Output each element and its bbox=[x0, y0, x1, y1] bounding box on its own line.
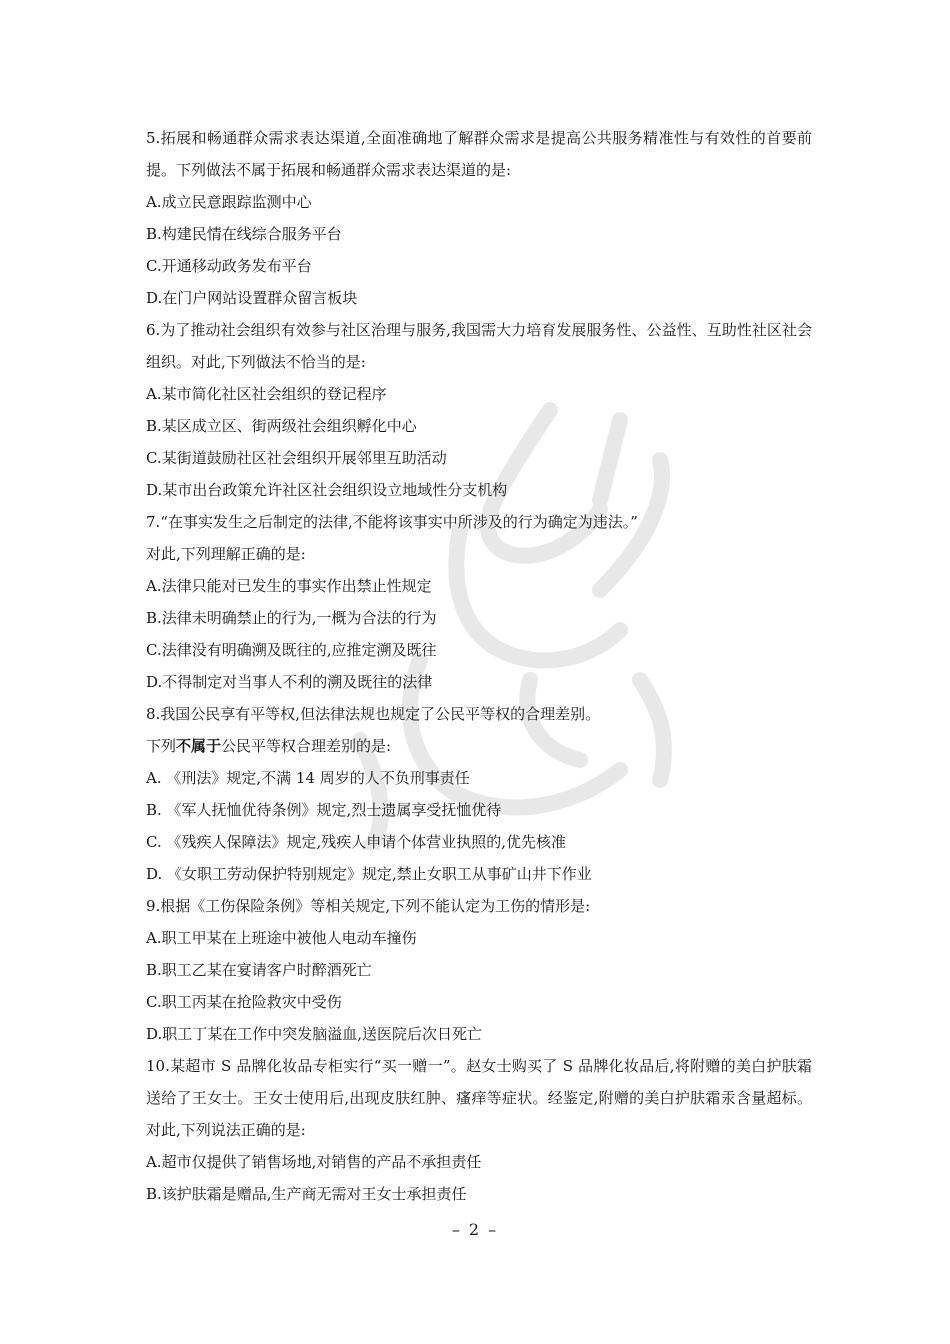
question-7-option-d: D.不得制定对当事人不利的溯及既往的法律 bbox=[146, 673, 433, 691]
question-7-stem: 7.“在事实发生之后制定的法律,不能将该事实中所涉及的行为确定为违法。” bbox=[146, 513, 638, 531]
question-8-option-d: D. 《女职工劳动保护特别规定》规定,禁止女职工从事矿山井下作业 bbox=[146, 865, 592, 883]
question-content bbox=[146, 122, 812, 1210]
page-number: – 2 – bbox=[451, 1220, 499, 1239]
question-9-option-d: D.职工丁某在工作中突发脑溢血,送医院后次日死亡 bbox=[146, 1025, 483, 1043]
question-9-option-a: A.职工甲某在上班途中被他人电动车撞伤 bbox=[146, 929, 417, 947]
question-6-option-c: C.某街道鼓励社区社会组织开展邻里互助活动 bbox=[146, 449, 447, 467]
question-7-stem-continued: 对此,下列理解正确的是: bbox=[146, 545, 306, 563]
question-6-stem: 6.为了推动社会组织有效参与社区治理与服务,我国需大力培育发展服务性、公益性、互助性社区社会组织。对此,下列做法不恰当的是: bbox=[146, 321, 812, 371]
question-8-stem-prefix: 下列 bbox=[146, 737, 177, 755]
question-8-stem-emphasis: 不属于 bbox=[176, 737, 222, 755]
question-7-option-a: A.法律只能对已发生的事实作出禁止性规定 bbox=[146, 577, 432, 595]
question-8-stem-suffix: 公民平等权合理差别的是: bbox=[221, 737, 392, 755]
question-5-option-d: D.在门户网站设置群众留言板块 bbox=[146, 289, 358, 307]
question-8-option-b: B. 《军人抚恤优待条例》规定,烈士遗属享受抚恤优待 bbox=[146, 801, 502, 819]
question-9-stem: 9.根据《工伤保险条例》等相关规定,下列不能认定为工伤的情形是: bbox=[146, 897, 591, 915]
question-8-stem-continued bbox=[146, 730, 812, 762]
question-7-option-c: C.法律没有明确溯及既往的,应推定溯及既往 bbox=[146, 641, 437, 659]
question-5-option-a: A.成立民意跟踪监测中心 bbox=[146, 193, 312, 211]
question-10-option-a: A.超市仅提供了销售场地,对销售的产品不承担责任 bbox=[146, 1153, 482, 1171]
question-5-option-b: B.构建民情在线综合服务平台 bbox=[146, 225, 342, 243]
question-10-option-b: B.该护肤霜是赠品,生产商无需对王女士承担责任 bbox=[146, 1185, 467, 1203]
question-6-option-a: A.某市简化社区社会组织的登记程序 bbox=[146, 385, 387, 403]
question-9-option-b: B.职工乙某在宴请客户时醉酒死亡 bbox=[146, 961, 372, 979]
question-10-stem: 10.某超市 S 品牌化妆品专柜实行“买一赠一”。赵女士购买了 S 品牌化妆品后,将附赠的美白护肤霜送给了王女士。王女士使用后,出现皮肤红肿、瘙痒等症状。经鉴定,附赠的美白护肤霜汞含量超标。对此,下列说法正确的是: bbox=[146, 1057, 812, 1139]
question-5-option-c: C.开通移动政务发布平台 bbox=[146, 257, 312, 275]
question-8-option-c: C. 《残疾人保障法》规定,残疾人申请个体营业执照的,优先核准 bbox=[146, 833, 567, 851]
question-9-option-c: C.职工丙某在抢险救灾中受伤 bbox=[146, 993, 342, 1011]
question-6-option-b: B.某区成立区、街两级社会组织孵化中心 bbox=[146, 417, 417, 435]
question-6-option-d: D.某市出台政策允许社区社会组织设立地域性分支机构 bbox=[146, 481, 508, 499]
question-7-option-b: B.法律未明确禁止的行为,一概为合法的行为 bbox=[146, 609, 437, 627]
question-5-stem: 5.拓展和畅通群众需求表达渠道,全面准确地了解群众需求是提高公共服务精准性与有效性的首要前提。下列做法不属于拓展和畅通群众需求表达渠道的是: bbox=[146, 129, 812, 179]
question-8-stem: 8.我国公民享有平等权,但法律法规也规定了公民平等权的合理差别。 bbox=[146, 705, 601, 723]
question-8-option-a: A. 《刑法》规定,不满 14 周岁的人不负刑事责任 bbox=[146, 769, 470, 787]
